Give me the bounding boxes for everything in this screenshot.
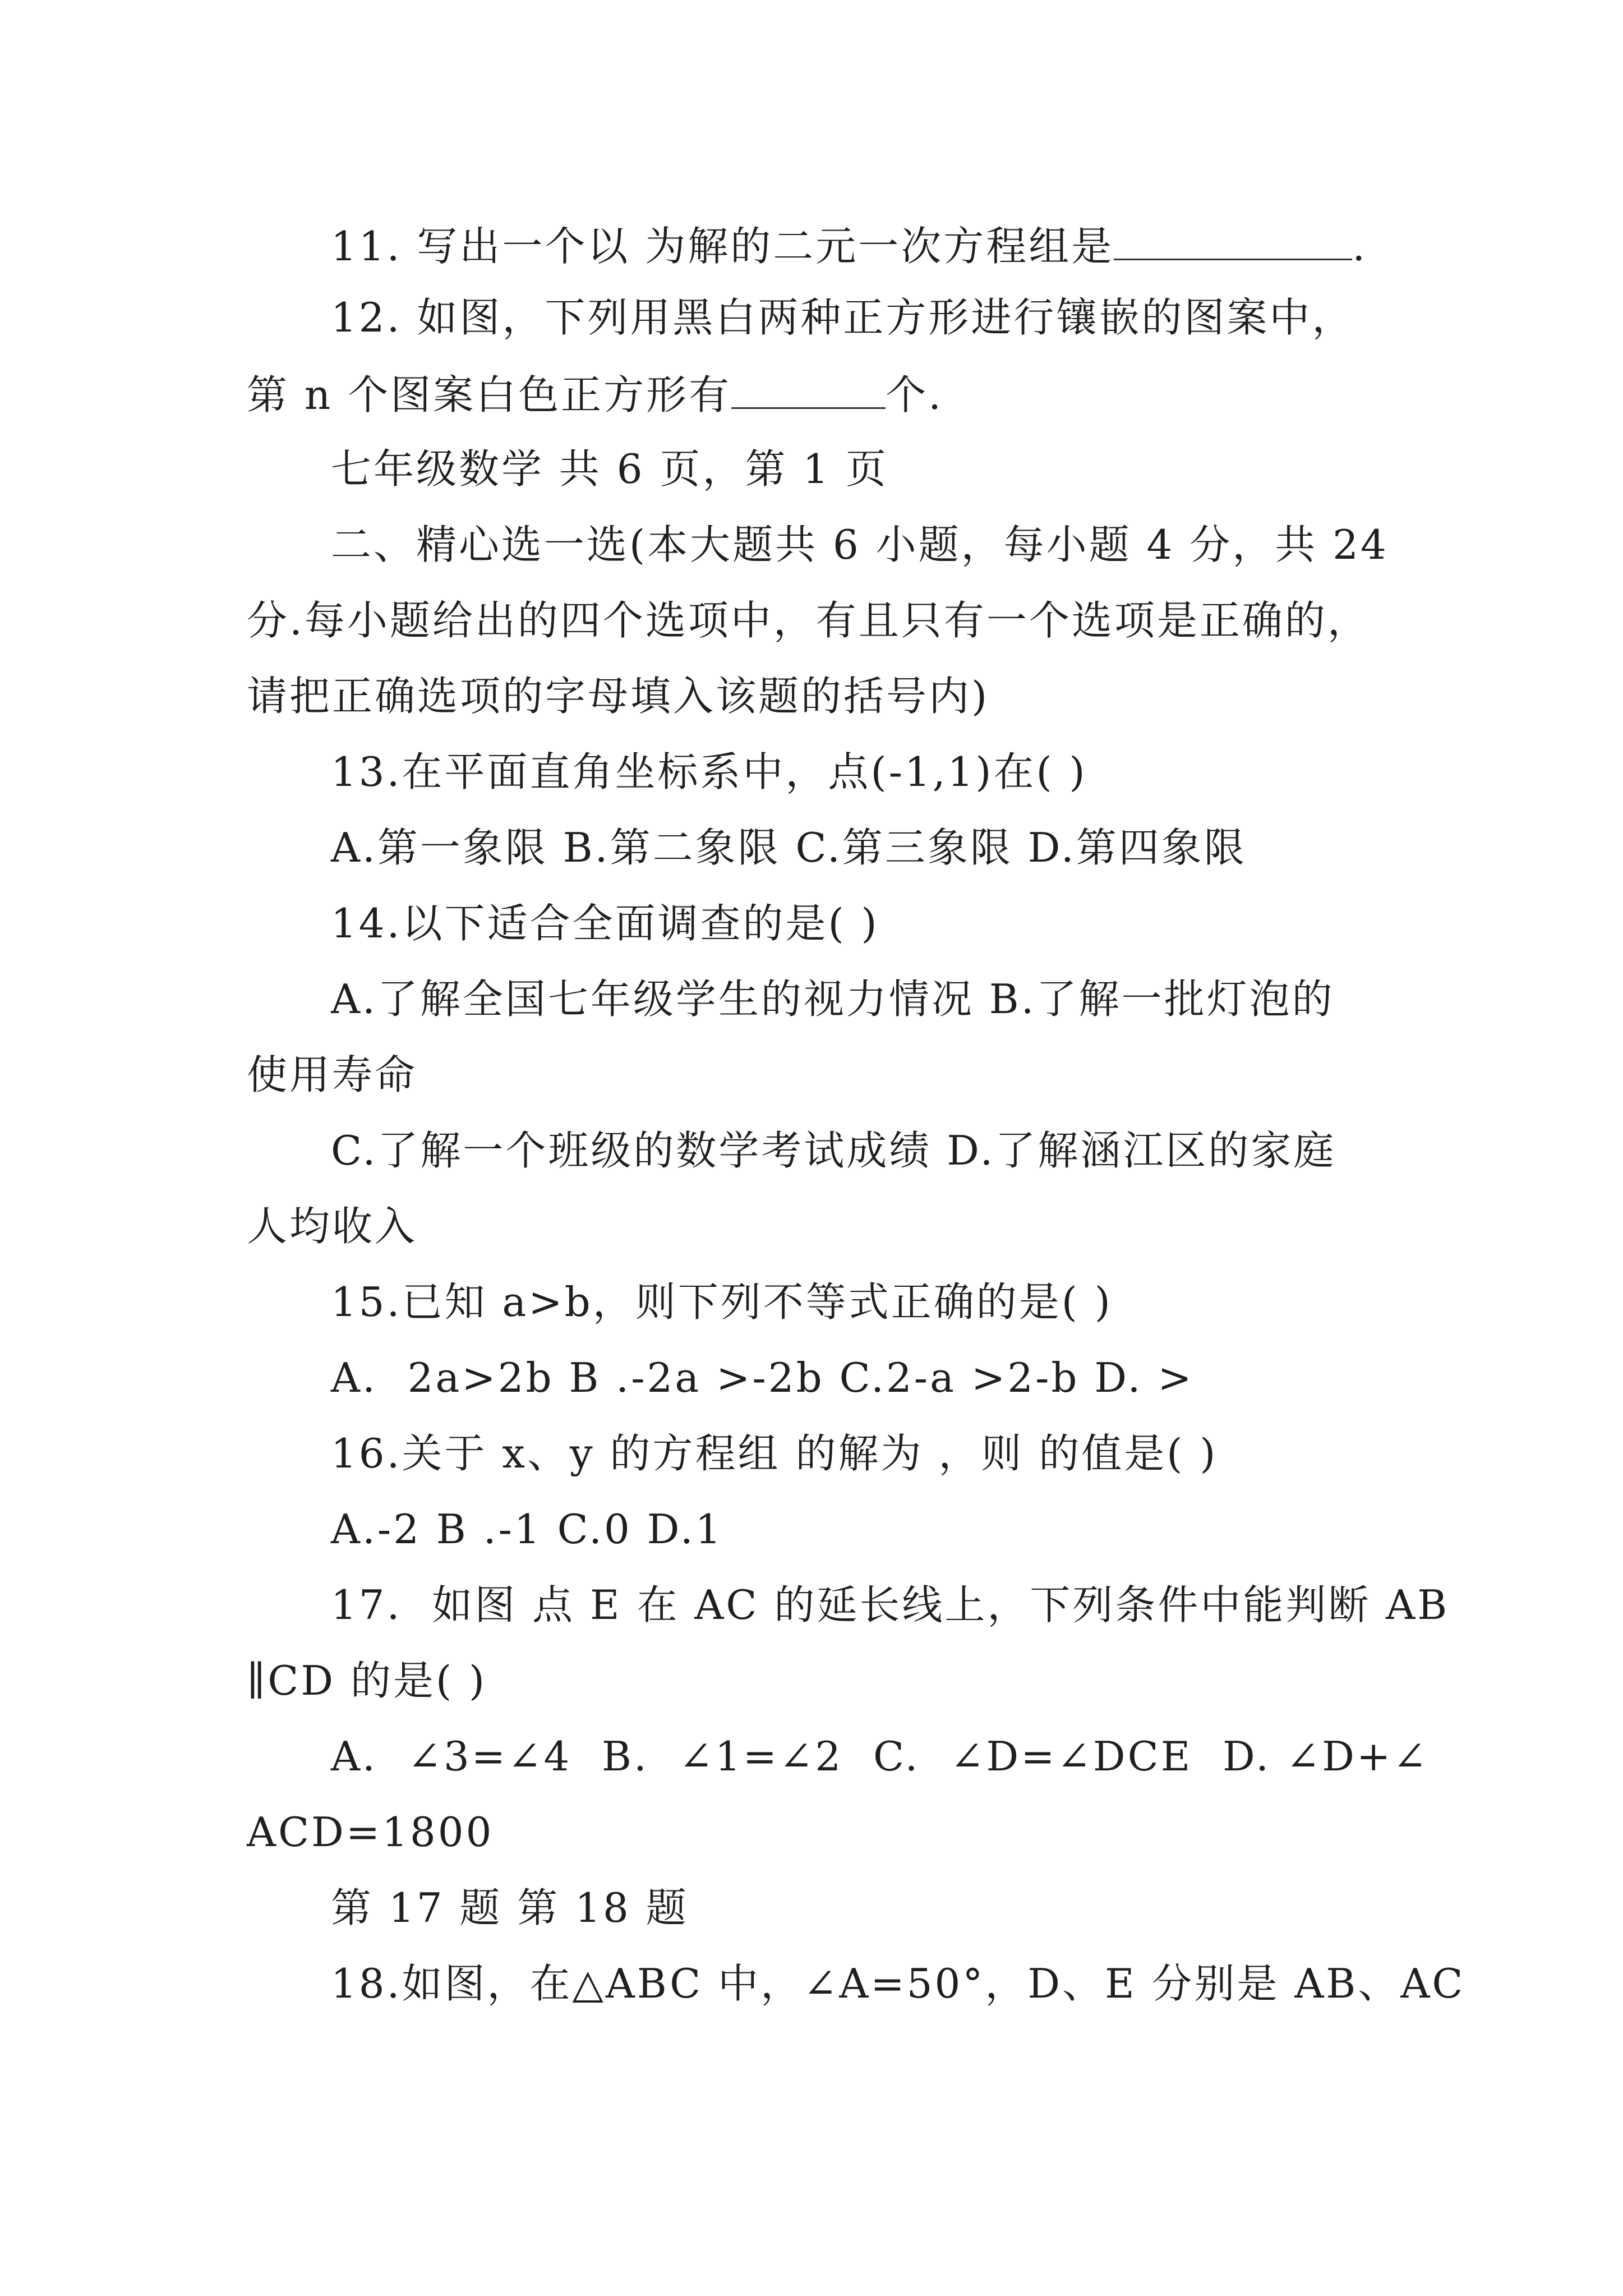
question-15-stem: 15.已知 a>b，则下列不等式正确的是( ) [331,1278,1113,1326]
figure-labels: 第 17 题 第 18 题 [331,1884,689,1931]
answer-blank [731,373,886,409]
question-17-options: A. ∠3=∠4 B. ∠1=∠2 C. ∠D=∠DCE D. ∠D+∠ [331,1733,1429,1780]
answer-blank [1114,224,1352,260]
question-16-options: A.-2 B .-1 C.0 D.1 [331,1506,723,1553]
question-17-stem: 17. 如图 点 E 在 AC 的延长线上，下列条件中能判断 AB [331,1581,1450,1628]
question-11 [331,223,1368,270]
question-14-options-ab-cont: 使用寿命 [247,1051,418,1098]
question-12-end: 个. [886,371,944,419]
question-11-text: 11. 写出一个以 为解的二元一次方程组是 [331,223,1114,270]
question-12-text: 第 n 个图案白色正方形有 [247,371,732,419]
question-14-options-cd: C.了解一个班级的数学考试成绩 D.了解涵江区的家庭 [331,1127,1336,1174]
section-2-heading-line1: 二、精心选一选(本大题共 6 小题，每小题 4 分，共 24 [331,521,1389,568]
question-15-options: A. 2a>2b B .-2a >-2b C.2-a >2-b D. > [331,1354,1194,1401]
question-16-stem: 16.关于 x、y 的方程组 的解为 ，则 的值是( ) [331,1430,1218,1477]
question-18-stem: 18.如图，在△ABC 中，∠A=50°，D、E 分别是 AB、AC [331,1960,1465,2007]
question-11-end: . [1352,223,1368,270]
section-2-heading-line2: 分.每小题给出的四个选项中，有且只有一个选项是正确的， [247,597,1370,644]
question-17-options-cont: ACD=1800 [247,1809,494,1856]
question-13-options: A.第一象限 B.第二象限 C.第三象限 D.第四象限 [331,824,1247,871]
section-2-heading-line3: 请把正确选项的字母填入该题的括号内) [247,673,990,720]
question-14-options-ab: A.了解全国七年级学生的视力情况 B.了解一批灯泡的 [331,976,1335,1023]
question-14-stem: 14.以下适合全面调查的是( ) [331,900,879,947]
page-footer: 七年级数学 共 6 页，第 1 页 [331,445,889,493]
question-12-line2 [247,371,944,419]
question-12-line1: 12. 如图，下列用黑白两种正方形进行镶嵌的图案中， [331,294,1355,341]
question-14-options-cd-cont: 人均收入 [247,1203,418,1250]
question-17-stem-cont: ∥CD 的是( ) [247,1657,487,1704]
question-13-stem: 13.在平面直角坐标系中，点(-1,1)在( ) [331,748,1087,795]
